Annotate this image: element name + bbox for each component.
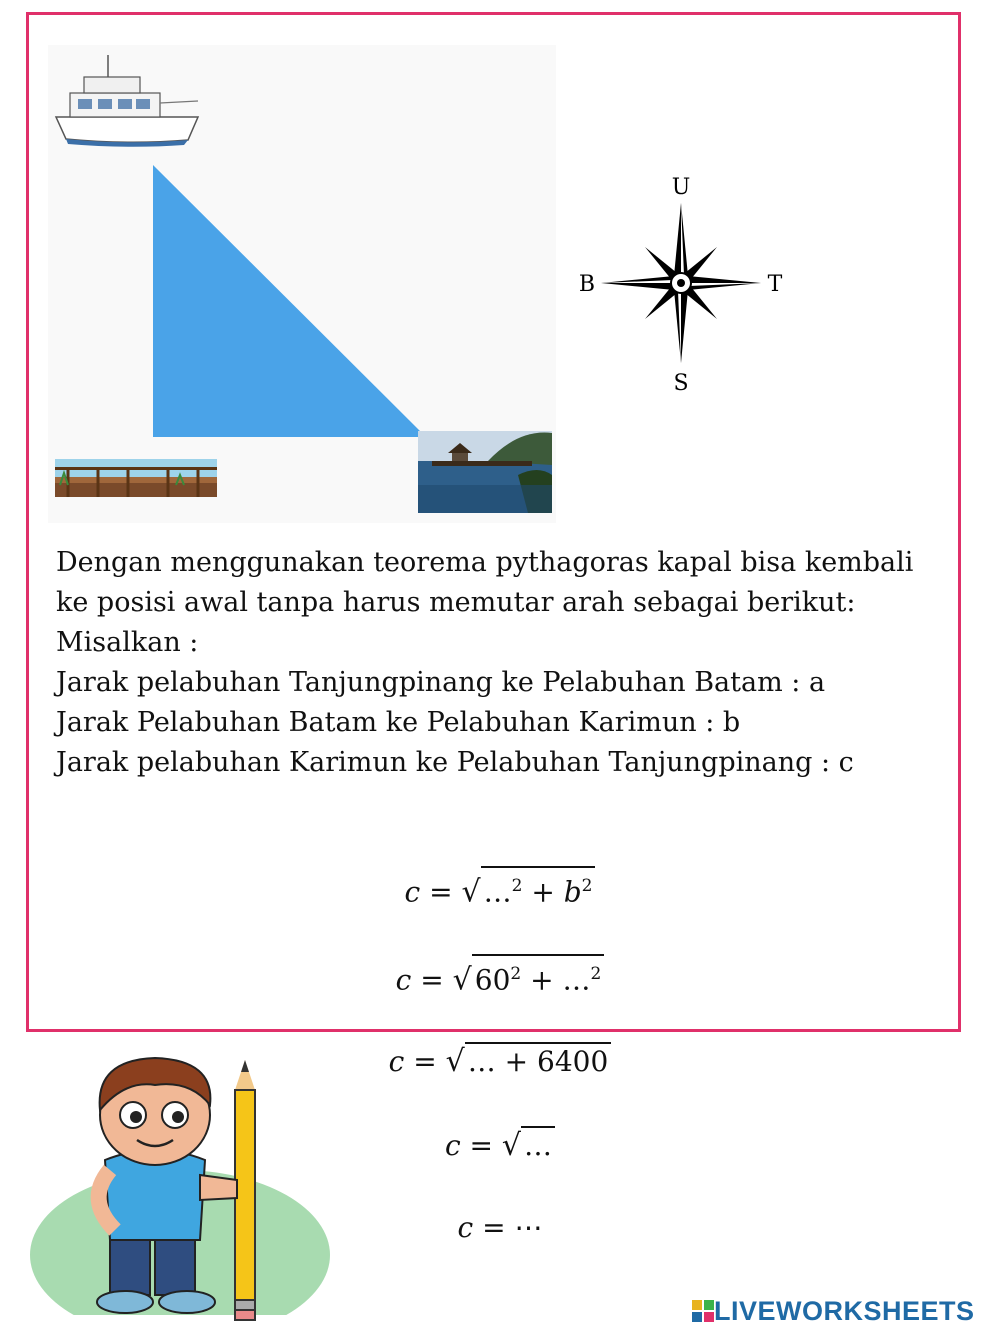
text-line: Jarak pelabuhan Tanjungpinang ke Pelabuhan Batam : a <box>56 667 826 698</box>
liveworksheets-logo-icon <box>692 1300 714 1322</box>
blank-field[interactable]: … <box>562 963 591 997</box>
boy-with-pencil-illustration <box>15 1040 335 1325</box>
blank-field[interactable]: … <box>524 1129 553 1162</box>
right-triangle <box>153 165 426 437</box>
harbour-right-image <box>418 431 552 513</box>
blank-field[interactable]: … <box>467 1045 496 1078</box>
equation-3: c = √ … + 6400 <box>0 1040 1000 1084</box>
blank-field[interactable]: … <box>483 875 512 909</box>
equation-4: c = √ … <box>0 1124 1000 1168</box>
boat-image <box>56 55 198 147</box>
blank-field[interactable]: ⋯ <box>514 1211 543 1244</box>
compass-north-label: U <box>671 175 691 200</box>
text-line: Misalkan : <box>56 627 199 658</box>
text-line: Jarak Pelabuhan Batam ke Pelabuhan Karimun : b <box>56 707 741 738</box>
compass-south-label: S <box>673 371 689 396</box>
compass-east-label: T <box>767 272 783 297</box>
equation-1: c = √ …$^2$ + $b^2$ <box>0 866 1000 910</box>
liveworksheets-logo <box>692 1293 975 1329</box>
text-line: ke posisi awal tanpa harus memutar arah sebagai berikut: <box>56 587 856 618</box>
problem-text <box>56 543 956 783</box>
equation-2: c = √ $60^2$ + …$^2$ <box>0 954 1000 998</box>
triangle-illustration <box>48 45 556 523</box>
equation-5: c = ⋯ <box>457 1211 543 1244</box>
compass-west-label: B <box>578 272 596 297</box>
brand-name: LIVEWORKSHEETS <box>714 1295 975 1326</box>
pier-left-image <box>55 459 217 497</box>
compass-rose <box>575 170 785 400</box>
text-line: Jarak pelabuhan Karimun ke Pelabuhan Tanjungpinang : c <box>56 747 854 778</box>
text-line: Dengan menggunakan teorema pythagoras kapal bisa kembali <box>56 547 914 578</box>
